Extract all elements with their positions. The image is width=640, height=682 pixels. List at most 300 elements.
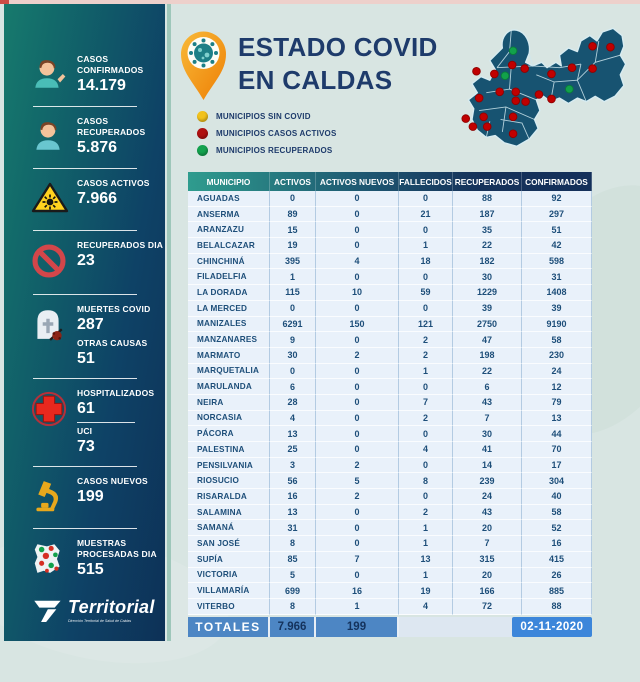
value-cell: 1	[316, 599, 399, 615]
municipality-cell: MANZANARES	[188, 332, 270, 348]
stat-value: 199	[77, 487, 104, 505]
value-cell: 44	[522, 426, 592, 442]
value-cell: 88	[522, 599, 592, 615]
table-row	[188, 520, 592, 536]
value-cell: 6	[270, 379, 316, 395]
value-cell: 59	[399, 285, 453, 301]
municipality-cell: VICTORIA	[188, 568, 270, 584]
table-row	[188, 207, 592, 223]
value-cell: 41	[453, 442, 522, 458]
active-municipality-dot	[589, 42, 597, 50]
table-row	[188, 379, 592, 395]
stat-label: HOSPITALIZADOS	[77, 387, 155, 398]
totals-activos-nuevos: 199	[316, 617, 399, 637]
value-cell: 1	[399, 520, 453, 536]
active-municipality-dot	[483, 123, 491, 131]
value-cell: 19	[270, 238, 316, 254]
value-cell: 92	[522, 191, 592, 207]
totals-row	[188, 617, 592, 637]
municipality-cell: MARMATO	[188, 348, 270, 364]
column-header: ACTIVOS NUEVOS	[316, 172, 399, 191]
value-cell: 13	[270, 505, 316, 521]
value-cell: 1	[270, 269, 316, 285]
title-line1: ESTADO COVID	[238, 32, 438, 62]
legend-item	[197, 145, 337, 156]
value-cell: 0	[316, 505, 399, 521]
stat-section	[4, 178, 165, 221]
report-date-badge: 02-11-2020	[512, 617, 592, 637]
municipality-cell: RISARALDA	[188, 489, 270, 505]
table-row	[188, 395, 592, 411]
municipality-cell: LA MERCED	[188, 301, 270, 317]
caldas-outline	[468, 28, 625, 146]
territorial-logo	[30, 597, 155, 625]
value-cell: 1229	[453, 285, 522, 301]
value-cell: 598	[522, 254, 592, 270]
value-cell: 0	[316, 520, 399, 536]
active-municipality-dot	[473, 67, 481, 75]
municipality-cell: MANIZALES	[188, 317, 270, 333]
value-cell: 150	[316, 317, 399, 333]
municipality-cell: BELALCAZAR	[188, 238, 270, 254]
value-cell: 0	[399, 269, 453, 285]
table-row	[188, 505, 592, 521]
value-cell: 47	[453, 332, 522, 348]
value-cell: 6291	[270, 317, 316, 333]
value-cell: 0	[316, 442, 399, 458]
value-cell: 2	[399, 332, 453, 348]
logo-tagline: Dirección Territorial de Salud de Caldas	[68, 619, 132, 623]
value-cell: 30	[453, 269, 522, 285]
value-cell: 0	[316, 238, 399, 254]
value-cell: 166	[453, 583, 522, 599]
value-cell: 85	[270, 552, 316, 568]
value-cell: 1	[399, 536, 453, 552]
value-cell: 8	[399, 473, 453, 489]
active-municipality-dot	[548, 95, 556, 103]
table-body	[188, 191, 592, 615]
value-cell: 51	[522, 222, 592, 238]
active-municipality-dot	[480, 113, 488, 121]
column-header: CONFIRMADOS	[522, 172, 592, 191]
value-cell: 20	[453, 520, 522, 536]
table-row	[188, 348, 592, 364]
value-cell: 0	[316, 536, 399, 552]
value-cell: 315	[453, 552, 522, 568]
value-cell: 304	[522, 473, 592, 489]
active-municipality-dot	[469, 123, 477, 131]
value-cell: 5	[316, 473, 399, 489]
recovered-municipality-dot	[566, 85, 574, 93]
value-cell: 16	[522, 536, 592, 552]
stat-label: MUERTES COVID	[77, 304, 151, 314]
stat-value: 5.876	[77, 139, 118, 157]
stat-section	[4, 304, 165, 369]
value-cell: 3	[270, 458, 316, 474]
value-cell: 230	[522, 348, 592, 364]
value-cell: 19	[399, 583, 453, 599]
municipality-cell: PENSILVANIA	[188, 458, 270, 474]
municipality-cell: MARULANDA	[188, 379, 270, 395]
stat-section	[4, 476, 165, 519]
value-cell: 2	[316, 458, 399, 474]
active-municipality-dot	[607, 43, 615, 51]
value-cell: 25	[270, 442, 316, 458]
value-cell: 28	[270, 395, 316, 411]
table-row	[188, 458, 592, 474]
stat-label: CASOS CONFIRMADOS	[77, 54, 144, 76]
value-cell: 72	[453, 599, 522, 615]
table-row	[188, 599, 592, 615]
municipality-cell: VITERBO	[188, 599, 270, 615]
legend-label: MUNICIPIOS SIN COVID	[216, 112, 311, 121]
table-row	[188, 238, 592, 254]
value-cell: 0	[399, 426, 453, 442]
value-cell: 1408	[522, 285, 592, 301]
municipality-cell: SUPÍA	[188, 552, 270, 568]
stat-inner-divider	[77, 422, 135, 423]
stat-label: UCI	[77, 426, 93, 437]
column-header: RECUPERADOS	[453, 172, 522, 191]
active-municipality-dot	[475, 94, 483, 102]
value-cell: 39	[522, 301, 592, 317]
totals-label: TOTALES	[188, 617, 270, 637]
municipality-cell: LA DORADA	[188, 285, 270, 301]
value-cell: 2	[399, 505, 453, 521]
value-cell: 395	[270, 254, 316, 270]
value-cell: 21	[399, 207, 453, 223]
value-cell: 0	[316, 301, 399, 317]
value-cell: 2	[316, 348, 399, 364]
active-municipality-dot	[490, 70, 498, 78]
municipality-cell: RIOSUCIO	[188, 473, 270, 489]
value-cell: 7	[453, 411, 522, 427]
value-cell: 10	[316, 285, 399, 301]
value-cell: 121	[399, 317, 453, 333]
recovered-municipality-dot	[501, 72, 509, 80]
legend-dot-icon	[197, 128, 208, 139]
prohibited-icon	[30, 242, 70, 285]
municipality-cell: NEIRA	[188, 395, 270, 411]
value-cell: 0	[316, 191, 399, 207]
value-cell: 0	[270, 301, 316, 317]
map-legend	[197, 111, 337, 162]
municipality-cell: ANSERMA	[188, 207, 270, 223]
value-cell: 4	[399, 599, 453, 615]
stat-section	[4, 116, 165, 159]
stat-section	[4, 54, 165, 97]
value-cell: 58	[522, 332, 592, 348]
stat-text	[77, 116, 165, 157]
municipality-cell: NORCASIA	[188, 411, 270, 427]
value-cell: 0	[270, 364, 316, 380]
value-cell: 4	[399, 442, 453, 458]
value-cell: 2	[316, 489, 399, 505]
stat-section	[4, 240, 165, 285]
caldas-map	[447, 12, 639, 165]
value-cell: 5	[270, 568, 316, 584]
value-cell: 0	[399, 379, 453, 395]
value-cell: 0	[399, 458, 453, 474]
value-cell: 182	[453, 254, 522, 270]
value-cell: 18	[399, 254, 453, 270]
value-cell: 1	[399, 364, 453, 380]
table-row	[188, 568, 592, 584]
legend-label: MUNICIPIOS RECUPERADOS	[216, 146, 333, 155]
value-cell: 6	[453, 379, 522, 395]
stats-list	[4, 54, 165, 581]
value-cell: 16	[316, 583, 399, 599]
active-municipality-dot	[512, 88, 520, 96]
table-row	[188, 269, 592, 285]
value-cell: 297	[522, 207, 592, 223]
value-cell: 42	[522, 238, 592, 254]
stat-text	[77, 178, 165, 208]
value-cell: 239	[453, 473, 522, 489]
stats-sidebar	[4, 4, 165, 641]
value-cell: 39	[453, 301, 522, 317]
value-cell: 0	[399, 489, 453, 505]
legend-label: MUNICIPIOS CASOS ACTIVOS	[216, 129, 337, 138]
covid-table	[188, 172, 592, 637]
stat-label: OTRAS CAUSAS	[77, 338, 148, 349]
value-cell: 26	[522, 568, 592, 584]
active-municipality-dot	[509, 113, 517, 121]
table-row	[188, 426, 592, 442]
biohazard-warning-icon	[30, 180, 70, 221]
value-cell: 13	[270, 426, 316, 442]
value-cell: 58	[522, 505, 592, 521]
value-cell: 0	[316, 269, 399, 285]
stat-label: CASOS NUEVOS	[77, 475, 148, 486]
table-row	[188, 583, 592, 599]
stat-value: 14.179	[77, 77, 126, 95]
municipality-cell: SAN JOSÉ	[188, 536, 270, 552]
municipality-cell: SALAMINA	[188, 505, 270, 521]
stat-text	[77, 304, 165, 369]
section-divider	[33, 378, 137, 379]
stat-value: 23	[77, 252, 95, 270]
value-cell: 9	[270, 332, 316, 348]
recovered-municipality-dot	[509, 47, 517, 55]
table-row	[188, 473, 592, 489]
active-municipality-dot	[512, 97, 520, 105]
section-divider	[33, 230, 137, 231]
value-cell: 115	[270, 285, 316, 301]
value-cell: 88	[453, 191, 522, 207]
value-cell: 7	[316, 552, 399, 568]
totals-activos: 7.966	[270, 617, 316, 637]
municipality-cell: VILLAMARÍA	[188, 583, 270, 599]
value-cell: 0	[316, 207, 399, 223]
confirmed-person-icon	[30, 56, 70, 97]
section-divider	[33, 528, 137, 529]
table-row	[188, 285, 592, 301]
value-cell: 13	[399, 552, 453, 568]
value-cell: 0	[316, 411, 399, 427]
value-cell: 17	[522, 458, 592, 474]
value-cell: 40	[522, 489, 592, 505]
stat-text	[77, 538, 165, 579]
active-municipality-dot	[462, 115, 470, 123]
value-cell: 198	[453, 348, 522, 364]
stat-value: 61	[77, 399, 95, 417]
table-header	[188, 172, 592, 191]
stat-text	[77, 54, 165, 95]
value-cell: 0	[316, 426, 399, 442]
active-municipality-dot	[568, 64, 576, 72]
municipality-cell: PALESTINA	[188, 442, 270, 458]
title-line2: EN CALDAS	[238, 64, 393, 95]
caldas-map-svg	[447, 12, 639, 160]
value-cell: 4	[270, 411, 316, 427]
municipality-cell: AGUADAS	[188, 191, 270, 207]
tombstone-icon	[30, 306, 70, 347]
value-cell: 52	[522, 520, 592, 536]
value-cell: 0	[399, 191, 453, 207]
table-row	[188, 364, 592, 380]
stat-label: MUESTRAS PROCESADAS DIA	[77, 537, 157, 559]
municipality-cell: PÁCORA	[188, 426, 270, 442]
recovered-person-icon	[30, 118, 70, 159]
active-municipality-dot	[589, 65, 597, 73]
stat-value: 73	[77, 438, 95, 456]
value-cell: 0	[316, 379, 399, 395]
value-cell: 0	[270, 191, 316, 207]
value-cell: 70	[522, 442, 592, 458]
value-cell: 22	[453, 364, 522, 380]
stat-label: RECUPERADOS DIA	[77, 240, 164, 250]
municipality-cell: ARANZAZU	[188, 222, 270, 238]
stat-value: 7.966	[77, 190, 118, 208]
section-divider	[33, 466, 137, 467]
value-cell: 20	[453, 568, 522, 584]
stat-label: CASOS ACTIVOS	[77, 178, 150, 188]
value-cell: 24	[453, 489, 522, 505]
value-cell: 0	[316, 332, 399, 348]
legend-item	[197, 128, 337, 139]
value-cell: 0	[399, 222, 453, 238]
value-cell: 7	[453, 536, 522, 552]
active-municipality-dot	[522, 98, 530, 106]
value-cell: 12	[522, 379, 592, 395]
stat-value: 51	[77, 350, 95, 368]
logo-name: Territorial	[68, 597, 155, 617]
table-row	[188, 552, 592, 568]
active-municipality-dot	[496, 88, 504, 96]
value-cell: 0	[399, 301, 453, 317]
active-municipality-dot	[548, 70, 556, 78]
section-divider	[33, 168, 137, 169]
value-cell: 7	[399, 395, 453, 411]
value-cell: 31	[270, 520, 316, 536]
value-cell: 15	[270, 222, 316, 238]
value-cell: 22	[453, 238, 522, 254]
active-municipality-dot	[509, 130, 517, 138]
value-cell: 187	[453, 207, 522, 223]
value-cell: 1	[399, 238, 453, 254]
value-cell: 8	[270, 536, 316, 552]
table-row	[188, 317, 592, 333]
value-cell: 4	[316, 254, 399, 270]
municipality-cell: SAMANÁ	[188, 520, 270, 536]
map-pin-virus-icon	[176, 26, 231, 102]
value-cell: 0	[316, 395, 399, 411]
legend-dot-icon	[197, 145, 208, 156]
sidebar-accent-line	[167, 4, 171, 641]
value-cell: 8	[270, 599, 316, 615]
stat-text	[77, 476, 165, 506]
value-cell: 2750	[453, 317, 522, 333]
territorial-flag-icon	[30, 597, 64, 625]
table-row	[188, 301, 592, 317]
stat-value: 287	[77, 316, 104, 334]
value-cell: 43	[453, 395, 522, 411]
value-cell: 79	[522, 395, 592, 411]
value-cell: 43	[453, 505, 522, 521]
value-cell: 1	[399, 568, 453, 584]
active-municipality-dot	[535, 91, 543, 99]
value-cell: 9190	[522, 317, 592, 333]
medical-cross-icon	[30, 390, 70, 433]
value-cell: 0	[316, 568, 399, 584]
table-row	[188, 222, 592, 238]
value-cell: 30	[453, 426, 522, 442]
value-cell: 2	[399, 348, 453, 364]
table-row	[188, 254, 592, 270]
table-row	[188, 489, 592, 505]
value-cell: 24	[522, 364, 592, 380]
column-header: ACTIVOS	[270, 172, 316, 191]
stat-section	[4, 388, 165, 457]
stat-label: CASOS RECUPERADOS	[77, 116, 146, 138]
stat-text	[77, 240, 165, 270]
section-divider	[33, 106, 137, 107]
active-municipality-dot	[508, 61, 516, 69]
stat-text	[77, 388, 165, 457]
table-row	[188, 411, 592, 427]
value-cell: 35	[453, 222, 522, 238]
table-row	[188, 332, 592, 348]
legend-item	[197, 111, 337, 122]
section-divider	[33, 294, 137, 295]
value-cell: 89	[270, 207, 316, 223]
legend-dot-icon	[197, 111, 208, 122]
value-cell: 699	[270, 583, 316, 599]
value-cell: 415	[522, 552, 592, 568]
column-header: MUNICIPIO	[188, 172, 270, 191]
page-title	[238, 31, 438, 96]
municipality-cell: FILADELFIA	[188, 269, 270, 285]
stat-section	[4, 538, 165, 581]
value-cell: 0	[316, 364, 399, 380]
value-cell: 14	[453, 458, 522, 474]
value-cell: 16	[270, 489, 316, 505]
value-cell: 30	[270, 348, 316, 364]
table-row	[188, 191, 592, 207]
table-row	[188, 536, 592, 552]
municipality-cell: MARQUETALIA	[188, 364, 270, 380]
value-cell: 2	[399, 411, 453, 427]
value-cell: 13	[522, 411, 592, 427]
value-cell: 0	[316, 222, 399, 238]
samples-map-icon	[30, 540, 70, 581]
value-cell: 885	[522, 583, 592, 599]
column-header: FALLECIDOS	[399, 172, 453, 191]
table-row	[188, 442, 592, 458]
value-cell: 31	[522, 269, 592, 285]
active-municipality-dot	[521, 65, 529, 73]
